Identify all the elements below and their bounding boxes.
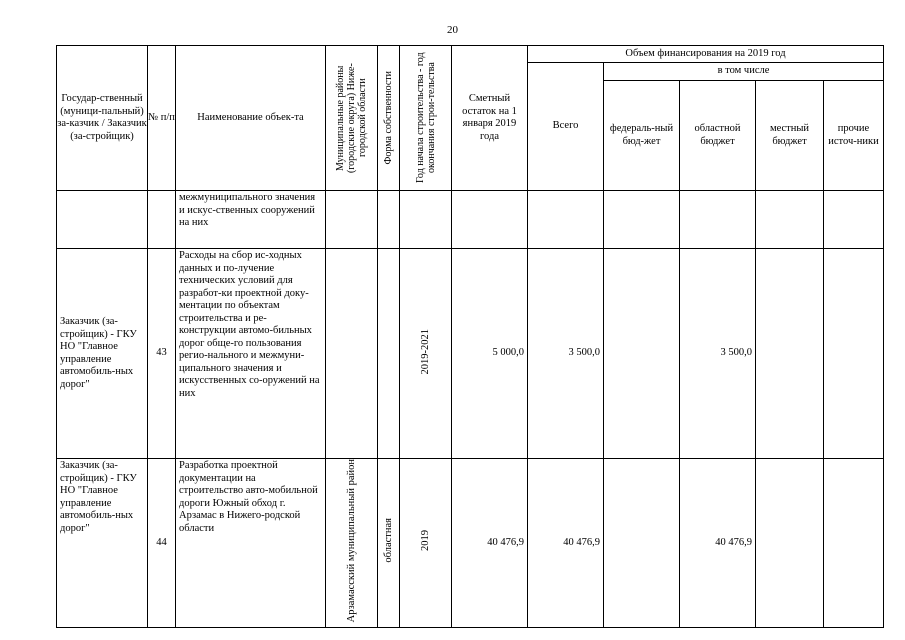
row-ownership-text: областная	[382, 518, 394, 563]
row-federal	[604, 191, 680, 249]
header-customer: Государ-ственный (муници-пальный) за-казчик / Заказчик (за-стройщик)	[57, 46, 148, 191]
row-other	[824, 191, 884, 249]
row-ownership	[378, 249, 400, 459]
row-local	[756, 191, 824, 249]
row-customer	[57, 191, 148, 249]
row-other	[824, 249, 884, 459]
header-including: в том числе	[604, 63, 884, 81]
row-customer: Заказчик (за-стройщик) - ГКУ НО "Главное управление автомобиль-ных дорог"	[57, 459, 148, 628]
header-name: Наименование объек-та	[176, 46, 326, 191]
row-balance: 40 476,9	[452, 459, 528, 628]
row-num: 44	[148, 459, 176, 628]
financing-table	[56, 45, 884, 628]
header-districts	[326, 46, 378, 191]
row-federal	[604, 249, 680, 459]
row-ownership	[378, 191, 400, 249]
row-district	[326, 191, 378, 249]
row-balance: 5 000,0	[452, 249, 528, 459]
header-regional: областной бюджет	[680, 81, 756, 191]
row-district	[326, 249, 378, 459]
row-total: 3 500,0	[528, 249, 604, 459]
header-years-text: Год начала строительства - год окончания строи-тельства	[414, 52, 437, 184]
table-row	[57, 191, 884, 249]
row-total: 40 476,9	[528, 459, 604, 628]
row-regional	[680, 191, 756, 249]
row-name: межмуниципального значения и искус-ственных сооружений на них	[176, 191, 326, 249]
row-years	[400, 249, 452, 459]
header-num: № п/п	[148, 46, 176, 191]
table-row	[57, 249, 884, 459]
header-row-1	[57, 46, 884, 63]
header-other: прочие источ-ники	[824, 81, 884, 191]
header-years	[400, 46, 452, 191]
header-balance: Сметный остаток на 1 января 2019 года	[452, 46, 528, 191]
row-local	[756, 249, 824, 459]
header-ownership-text: Форма собственности	[383, 71, 394, 165]
row-regional: 3 500,0	[680, 249, 756, 459]
row-other	[824, 459, 884, 628]
row-regional: 40 476,9	[680, 459, 756, 628]
row-ownership	[378, 459, 400, 628]
header-local: местный бюджет	[756, 81, 824, 191]
row-num	[148, 191, 176, 249]
header-districts-text: Муниципальные районы (городские округа) Ниже-городской области	[335, 63, 368, 173]
header-total: Всего	[528, 63, 604, 191]
header-federal: федераль-ный бюд-жет	[604, 81, 680, 191]
row-customer: Заказчик (за-стройщик) - ГКУ НО "Главное управление автомобиль-ных дорог"	[57, 249, 148, 459]
row-years-text: 2019	[419, 530, 431, 552]
table-row	[57, 459, 884, 628]
row-name: Расходы на сбор ис-ходных данных и по-лучение технических условий для разработ-ки проектной доку-ментации по объектам строительства и ре-конструкции автомо-бильных дорог обще-го пользования регио-нального и межмуни-ципального значения и искусственных со-оружений на них	[176, 249, 326, 459]
row-years	[400, 191, 452, 249]
row-balance	[452, 191, 528, 249]
row-federal	[604, 459, 680, 628]
header-ownership	[378, 46, 400, 191]
row-years	[400, 459, 452, 628]
row-district-text: Арзамасский муниципальный район	[345, 459, 357, 623]
header-funding: Объем финансирования на 2019 год	[528, 46, 884, 63]
row-num: 43	[148, 249, 176, 459]
page-number: 20	[447, 24, 458, 36]
row-years-text: 2019-2021	[419, 328, 431, 374]
row-local	[756, 459, 824, 628]
row-name: Разработка проектной документации на строительство авто-мобильной дороги Южный обход г. Арзамас в Нижего-родской области	[176, 459, 326, 628]
row-district	[326, 459, 378, 628]
row-total	[528, 191, 604, 249]
